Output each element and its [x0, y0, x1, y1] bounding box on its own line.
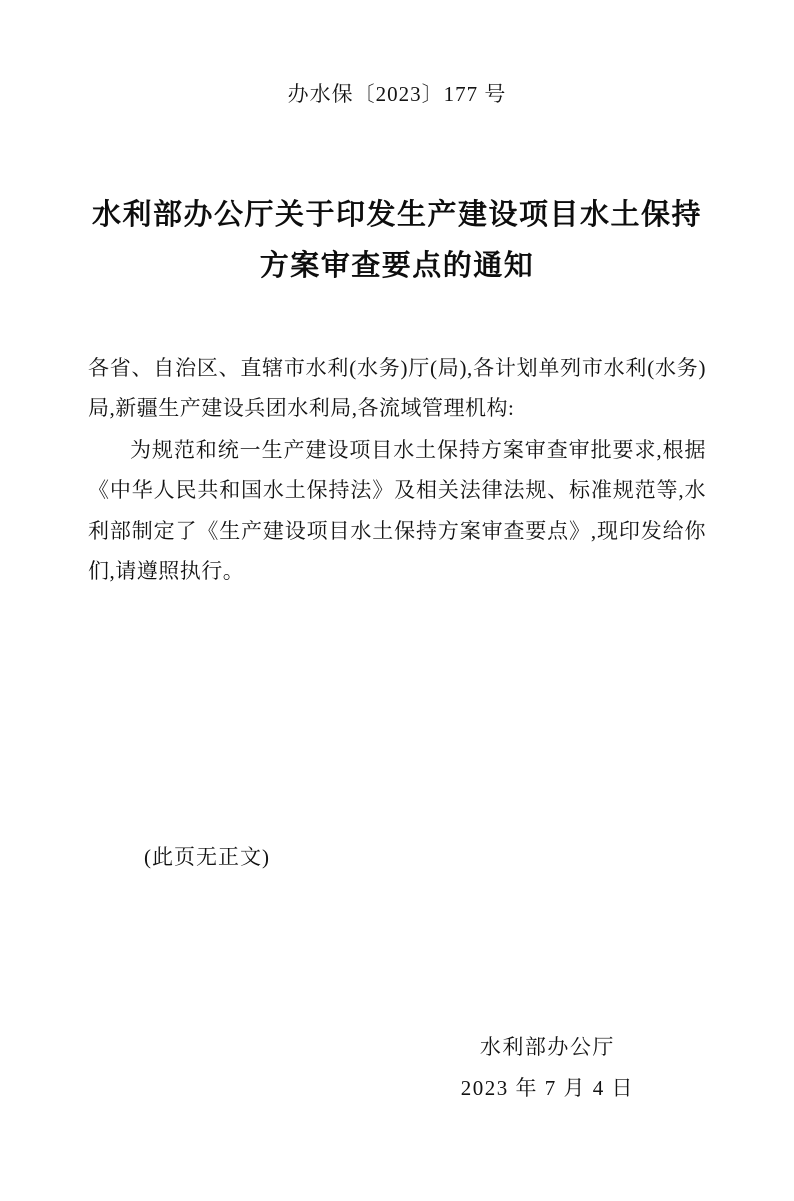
signature-organization: 水利部办公厅 [479, 1035, 615, 1060]
recipients-paragraph: 各省、自治区、直辖市水利(水务)厅(局),各计划单列市水利(水务)局,新疆生产建设兵团水利局,各流域管理机构: [88, 355, 706, 420]
signature-block [461, 1027, 634, 1109]
document-page [0, 78, 794, 1201]
document-title [88, 190, 706, 292]
document-number: 办水保〔2023〕177 号 [287, 82, 507, 106]
document-body [88, 348, 706, 592]
body-paragraph: 为规范和统一生产建设项目水土保持方案审查审批要求,根据《中华人民共和国水土保持法》及相关法律法规、标准规范等,水利部制定了《生产建设项目水土保持方案审查要点》,现印发给你们,请遵照执行。 [88, 438, 706, 584]
document-title-line-1: 水利部办公厅关于印发生产建设项目水土保持 [91, 199, 702, 231]
no-text-note: (此页无正文) [144, 845, 270, 870]
signature-date: 2023 年 7 月 4 日 [460, 1076, 634, 1101]
document-title-line-2: 方案审查要点的通知 [259, 249, 535, 282]
